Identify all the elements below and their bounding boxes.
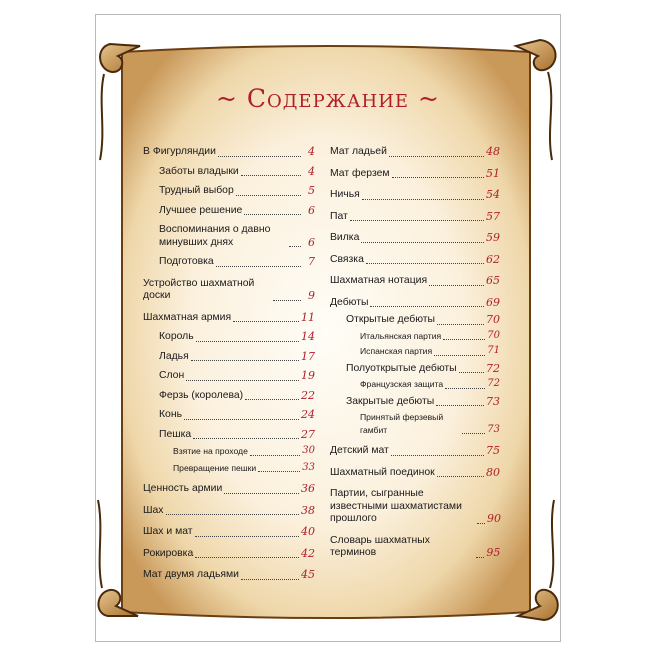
dot-leader — [434, 354, 485, 356]
toc-entry-label: Трудный выбор — [159, 185, 234, 196]
toc-entry — [143, 278, 315, 303]
toc-entry-page: 48 — [486, 145, 500, 158]
dot-leader — [445, 387, 485, 389]
dot-leader — [195, 556, 299, 558]
toc-entry-page: 4 — [308, 164, 315, 178]
toc-entry — [143, 146, 315, 159]
toc-left-column — [143, 146, 315, 582]
dot-leader — [233, 320, 299, 322]
dot-leader — [436, 404, 484, 406]
dot-leader — [191, 359, 299, 361]
toc-entry — [143, 462, 315, 475]
toc-entry-page: 6 — [308, 235, 315, 249]
toc-entry — [143, 409, 315, 422]
toc-entry-page: 30 — [302, 445, 315, 456]
toc-entry-page: 71 — [487, 345, 500, 356]
toc-entry-page: 22 — [301, 388, 315, 402]
toc-entry — [143, 185, 315, 198]
dot-leader — [166, 513, 300, 515]
toc-entry-page: 73 — [486, 394, 500, 408]
toc-entry-page: 59 — [486, 231, 500, 244]
dot-leader — [193, 437, 299, 439]
toc-entry-page: 40 — [301, 525, 315, 538]
toc-entry-page: 57 — [486, 209, 500, 223]
dot-leader — [244, 213, 301, 215]
toc-entry — [330, 445, 500, 458]
toc-entry-page: 90 — [487, 512, 501, 525]
toc-entry — [330, 467, 500, 480]
toc-entry — [330, 330, 500, 343]
toc-entry-label: Дебюты — [330, 296, 369, 308]
dot-leader — [195, 535, 299, 537]
toc-entry-label: Шахматная нотация — [330, 275, 428, 286]
dot-leader — [443, 338, 485, 340]
toc-entry — [143, 483, 315, 496]
toc-entry-label: Открытые дебюты — [346, 314, 435, 325]
toc-entry-page: 11 — [301, 310, 315, 324]
dot-leader — [370, 305, 484, 307]
toc-entry-label: Полуоткрытые дебюты — [346, 362, 457, 374]
toc-entry-page: 38 — [301, 503, 315, 517]
dot-leader — [366, 262, 484, 264]
toc-entry-page: 45 — [301, 568, 315, 581]
toc-entry — [143, 256, 315, 269]
page-title: ~ Содержание ~ — [216, 84, 440, 113]
toc-entry-page: 17 — [301, 349, 315, 363]
toc-entry — [143, 505, 315, 518]
toc-entry-page: 62 — [486, 252, 500, 266]
toc-entry-page: 7 — [308, 255, 315, 268]
dot-leader — [216, 265, 301, 267]
toc-entry-label: Воспоминания о давно минувших днях — [159, 224, 271, 248]
toc-entry — [330, 378, 500, 391]
dot-leader — [236, 194, 301, 196]
toc-entry — [330, 396, 500, 409]
toc-entry — [143, 331, 315, 344]
dot-leader — [350, 219, 484, 221]
toc-entry — [143, 205, 315, 218]
dot-leader — [186, 379, 299, 381]
toc-entry-label: Вилка — [330, 232, 360, 243]
toc-entry — [143, 166, 315, 179]
dot-leader — [437, 475, 484, 477]
toc-entry-label: Подготовка — [159, 256, 214, 267]
toc-entry — [143, 351, 315, 364]
toc-entry-page: 4 — [308, 145, 315, 158]
dot-leader — [437, 323, 484, 325]
toc-entry-page: 36 — [301, 482, 315, 495]
dot-leader — [362, 198, 484, 200]
dot-leader — [391, 454, 484, 456]
toc-entry-label: Французская защита — [360, 379, 444, 389]
toc-entry-page: 19 — [301, 369, 315, 382]
dot-leader — [459, 371, 484, 373]
dot-leader — [476, 556, 484, 558]
toc-entry — [330, 275, 500, 288]
toc-entry — [330, 488, 500, 526]
toc-entry-page: 73 — [487, 423, 500, 435]
toc-entry-label: Шах — [143, 504, 164, 516]
toc-entry-page: 9 — [308, 289, 315, 302]
toc-entry-label: Словарь шахматных терминов — [330, 534, 430, 558]
toc-entry-label: Король — [159, 331, 194, 342]
dot-leader — [258, 470, 300, 472]
toc-entry-label: Устройство шахматной доски — [143, 277, 255, 301]
toc-entry-label: Рокировка — [143, 547, 194, 559]
toc-entry — [330, 189, 500, 202]
toc-entry-page: 72 — [486, 361, 500, 375]
toc-entry-page: 24 — [301, 408, 315, 421]
dot-leader — [218, 155, 301, 157]
toc-entry — [143, 526, 315, 539]
toc-entry-page: 65 — [486, 274, 500, 287]
toc-entry-label: Мат двумя ладьями — [143, 569, 239, 580]
toc-entry — [143, 429, 315, 442]
toc-entry-page: 80 — [486, 465, 500, 479]
toc-entry-label: Связка — [330, 253, 364, 265]
toc-entry — [330, 297, 500, 310]
toc-entry-page: 33 — [302, 461, 315, 473]
toc-entry-label: Лучшее решение — [159, 204, 243, 216]
dot-leader — [389, 155, 484, 157]
dot-leader — [241, 174, 301, 176]
dot-leader — [250, 454, 300, 456]
toc-entry-page: 51 — [486, 166, 500, 180]
toc-entry-label: Пат — [330, 210, 348, 222]
toc-entry — [143, 569, 315, 582]
toc-entry-label: Шахматная армия — [143, 311, 232, 323]
dot-leader — [245, 398, 299, 400]
toc-entry — [330, 146, 500, 159]
toc-entry-page: 69 — [486, 295, 500, 309]
toc-entry — [330, 314, 500, 327]
dot-leader — [241, 578, 299, 580]
toc-entry-label: Мат ладьей — [330, 146, 387, 157]
toc-entry-label: Детский мат — [330, 445, 389, 456]
toc-entry — [330, 411, 500, 436]
toc-entry-label: Пешка — [159, 428, 192, 440]
toc-entry-label: Испанская партия — [360, 346, 433, 356]
dot-leader — [273, 299, 301, 301]
toc-entry-label: Заботы владыки — [159, 165, 239, 177]
toc-entry — [143, 312, 315, 325]
toc-entry-page: 54 — [486, 188, 500, 201]
dot-leader — [477, 522, 485, 524]
dot-leader — [361, 241, 484, 243]
toc-entry-page: 95 — [486, 546, 501, 559]
toc-entry-label: Слон — [159, 370, 185, 381]
toc-entry — [330, 211, 500, 224]
toc-entry-label: Ладья — [159, 350, 189, 362]
toc-entry-label: В Фигурляндии — [143, 146, 216, 157]
toc-entry-label: Ничья — [330, 189, 360, 200]
dot-leader — [289, 245, 301, 247]
toc-entry — [330, 232, 500, 245]
toc-entry-label: Закрытые дебюты — [346, 395, 435, 407]
toc-entry-label: Взятие на проходе — [173, 446, 248, 456]
toc-entry-page: 75 — [486, 444, 500, 457]
toc-entry — [330, 345, 500, 358]
toc-entry-label: Ценность армии — [143, 483, 223, 494]
dot-leader — [196, 340, 299, 342]
toc-entry-label: Шах и мат — [143, 526, 193, 537]
toc-entry — [330, 363, 500, 376]
dot-leader — [429, 284, 484, 286]
toc-entry — [330, 535, 500, 560]
toc-entry-page: 6 — [308, 203, 315, 217]
toc-entry-page: 5 — [308, 184, 315, 197]
toc-entry-label: Ферзь (королева) — [159, 389, 244, 401]
toc-entry-label: Превращение пешки — [173, 462, 257, 473]
toc-entry — [143, 445, 315, 458]
toc-entry-page: 70 — [487, 329, 500, 341]
toc-entry — [143, 370, 315, 383]
dot-leader — [184, 418, 299, 420]
toc-entry-page: 72 — [487, 378, 500, 389]
toc-entry — [143, 224, 315, 249]
toc-entry-label: Конь — [159, 409, 182, 420]
toc-entry-page: 27 — [301, 427, 315, 441]
toc-entry-page: 70 — [486, 313, 500, 326]
toc-entry-page: 14 — [301, 330, 315, 343]
toc-entry-page: 42 — [301, 546, 315, 560]
toc-entry — [330, 168, 500, 181]
toc-entry-label: Принятый ферзевый гамбит — [360, 412, 444, 435]
toc-entry-label: Партии, сыгранные известными шахматистами прошлого — [330, 488, 462, 524]
toc-right-column — [330, 146, 500, 560]
toc-entry-label: Мат ферзем — [330, 167, 390, 179]
toc-entry — [143, 548, 315, 561]
toc-entry-label: Шахматный поединок — [330, 466, 435, 478]
toc-entry — [330, 254, 500, 267]
dot-leader — [392, 176, 484, 178]
dot-leader — [462, 432, 485, 434]
toc-entry-label: Итальянская партия — [360, 330, 442, 341]
dot-leader — [224, 492, 299, 494]
toc-entry — [143, 390, 315, 403]
